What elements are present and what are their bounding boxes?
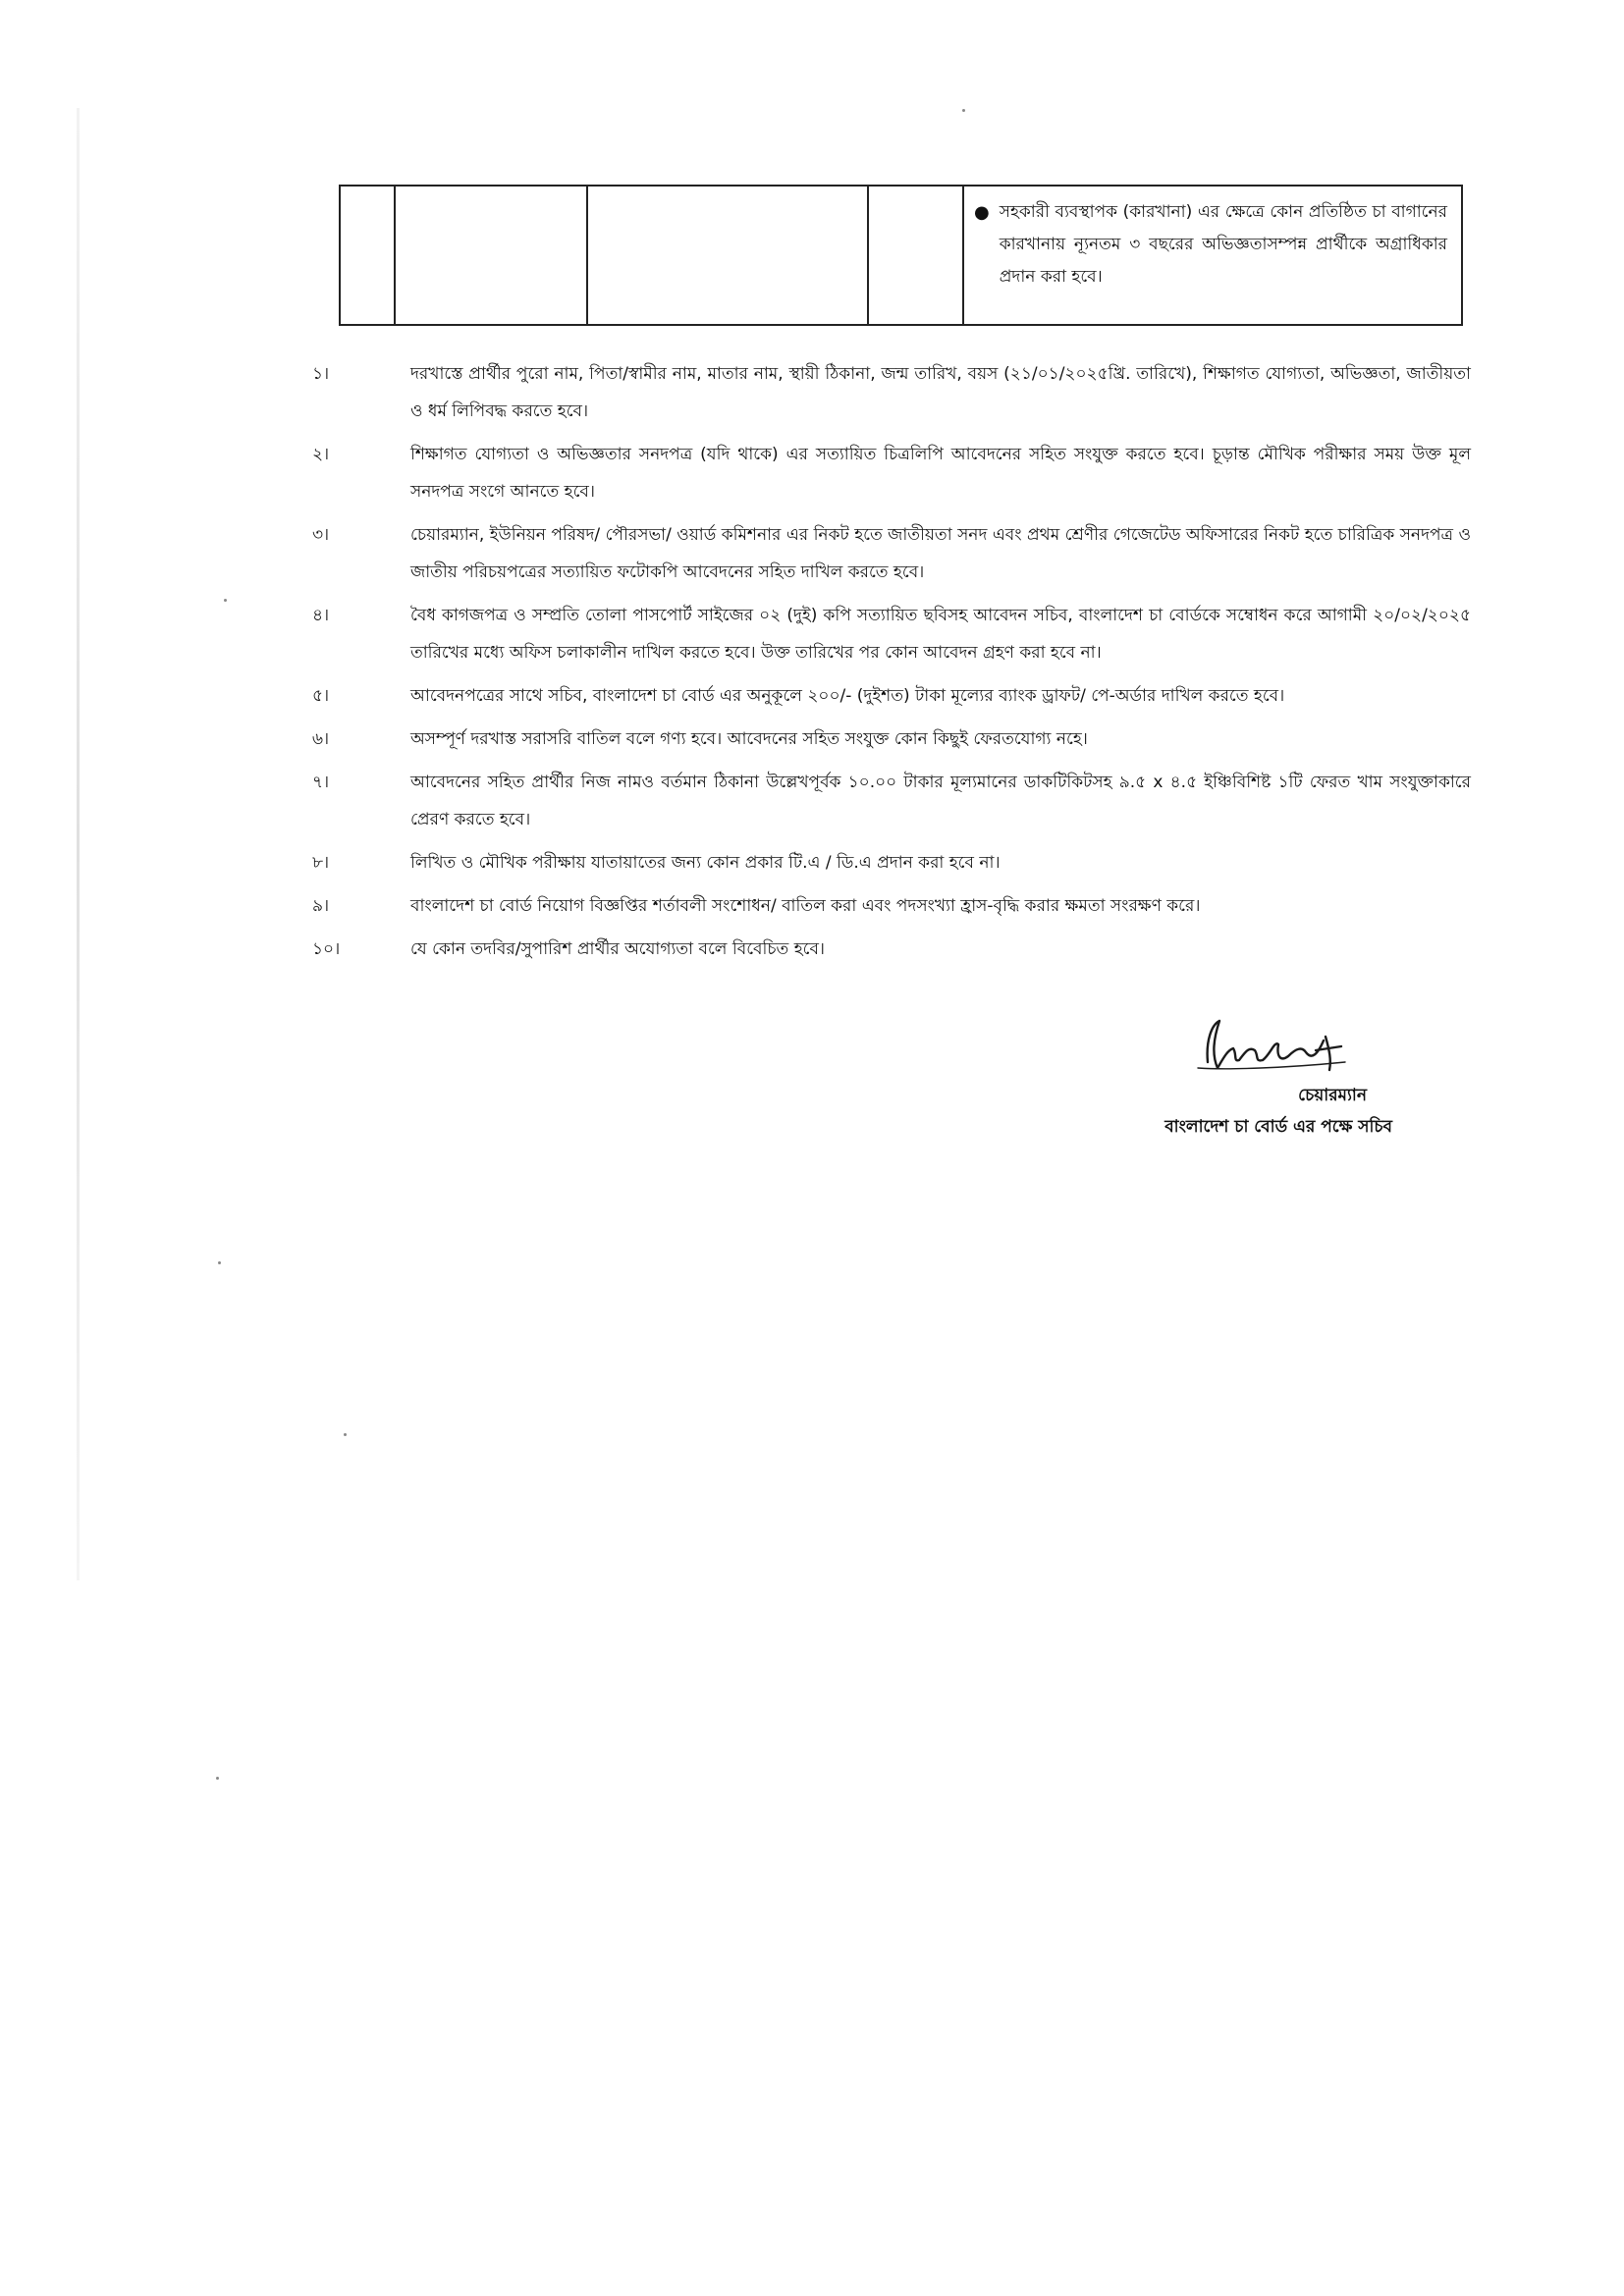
condition-item — [312, 764, 1471, 838]
condition-text: দরখাস্তে প্রার্থীর পুরো নাম, পিতা/স্বামীর নাম, মাতার নাম, স্থায়ী ঠিকানা, জন্ম তারিখ, বয়স (২১/০১/২০২৫খ্রি. তারিখে), শিক্ষাগত যোগ্যতা, অভিজ্ঞতা, জাতীয়তা ও ধর্ম লিপিবদ্ধ করতে হবে। — [410, 364, 1471, 421]
condition-text: লিখিত ও মৌখিক পরীক্ষায় যাতায়াতের জন্য কোন প্রকার টি.এ / ডি.এ প্রদান করা হবে না। — [410, 853, 1001, 873]
scan-speck — [224, 599, 227, 602]
condition-number: ৭। — [312, 773, 330, 792]
condition-text: আবেদনের সহিত প্রার্থীর নিজ নামও বর্তমান ঠিকানা উল্লেখপূর্বক ১০.০০ টাকার মূল্যমানের ডাকটিকিটসহ ৯.৫ x ৪.৫ ইঞ্চিবিশিষ্ট ১টি ফেরত খাম সংযুক্তাকারে প্রেরণ করতে হবে। — [410, 773, 1471, 829]
signature-block — [1070, 1011, 1424, 1143]
condition-item — [312, 436, 1471, 510]
scan-speck — [962, 109, 965, 112]
conditions-list — [312, 355, 1471, 974]
signatory-organization: বাংলাদেশ চা বোর্ড এর পক্ষে সচিব — [1164, 1117, 1392, 1137]
condition-number: ৩। — [312, 525, 330, 545]
condition-text: আবেদনপত্রের সাথে সচিব, বাংলাদেশ চা বোর্ড এর অনুকূলে ২০০/- (দুইশত) টাকা মূল্যের ব্যাংক ড্রাফট/ পে-অর্ডার দাখিল করতে হবে। — [410, 686, 1285, 706]
condition-item — [312, 931, 1471, 968]
condition-item — [312, 887, 1471, 925]
table-cell-grade — [587, 186, 868, 325]
condition-item — [312, 516, 1471, 591]
requirement-text: সহকারী ব্যবস্থাপক (কারখানা) এর ক্ষেত্রে কোন প্রতিষ্ঠিত চা বাগানের কারখানায় ন্যূনতম ৩ বছরের অভিজ্ঞতাসম্পন্ন প্রার্থীকে অগ্রাধিকার প্রদান করা হবে। — [999, 202, 1447, 287]
condition-item — [312, 677, 1471, 715]
condition-number: ১। — [312, 364, 330, 384]
bullet-icon: ● — [974, 202, 990, 223]
condition-number: ১০। — [312, 939, 341, 959]
handwritten-signature — [1168, 1011, 1365, 1080]
scan-speck — [218, 1261, 221, 1264]
condition-text: যে কোন তদবির/সুপারিশ প্রার্থীর অযোগ্যতা বলে বিবেচিত হবে। — [410, 939, 825, 959]
condition-number: ৮। — [312, 853, 330, 873]
scan-speck — [216, 1777, 219, 1780]
condition-number: ৬। — [312, 729, 330, 749]
table-cell-serial — [340, 186, 395, 325]
condition-item — [312, 597, 1471, 671]
scan-speck — [344, 1433, 347, 1436]
condition-item — [312, 355, 1471, 430]
job-requirements-table — [339, 185, 1463, 326]
table-cell-post — [395, 186, 587, 325]
scan-edge-shadow — [77, 108, 80, 1580]
condition-number: ৯। — [312, 896, 330, 916]
requirement-item — [974, 196, 1447, 294]
condition-number: ৪। — [312, 606, 330, 625]
condition-text: শিক্ষাগত যোগ্যতা ও অভিজ্ঞতার সনদপত্র (যদি থাকে) এর সত্যায়িত চিত্রলিপি আবেদনের সহিত সংযুক্ত করতে হবে। চূড়ান্ত মৌখিক পরীক্ষার সময় উক্ত মূল সনদপত্র সংগে আনতে হবে। — [410, 445, 1471, 502]
condition-text: অসম্পূর্ণ দরখাস্ত সরাসরি বাতিল বলে গণ্য হবে। আবেদনের সহিত সংযুক্ত কোন কিছুই ফেরতযোগ্য নহে। — [410, 729, 1088, 749]
table-cell-count — [868, 186, 963, 325]
condition-text: চেয়ারম্যান, ইউনিয়ন পরিষদ/ পৌরসভা/ ওয়ার্ড কমিশনার এর নিকট হতে জাতীয়তা সনদ এবং প্রথম শ্রেণীর গেজেটেড অফিসারের নিকট হতে চারিত্রিক সনদপত্র ও জাতীয় পরিচয়পত্রের সত্যায়িত ফটোকপি আবেদনের সহিত দাখিল করতে হবে। — [410, 525, 1471, 582]
condition-number: ৫। — [312, 686, 330, 706]
condition-text: বৈধ কাগজপত্র ও সম্প্রতি তোলা পাসপোর্ট সাইজের ০২ (দুই) কপি সত্যায়িত ছবিসহ আবেদন সচিব, বাংলাদেশ চা বোর্ডকে সম্বোধন করে আগামী ২০/০২/২০২৫ তারিখের মধ্যে অফিস চলাকালীন দাখিল করতে হবে। উক্ত তারিখের পর কোন আবেদন গ্রহণ করা হবে না। — [410, 606, 1471, 663]
condition-text: বাংলাদেশ চা বোর্ড নিয়োগ বিজ্ঞপ্তির শর্তাবলী সংশোধন/ বাতিল করা এবং পদসংখ্যা হ্রাস-বৃদ্ধি করার ক্ষমতা সংরক্ষণ করে। — [410, 896, 1201, 916]
table-row — [340, 186, 1462, 325]
condition-number: ২। — [312, 445, 330, 464]
condition-item — [312, 721, 1471, 758]
condition-item — [312, 844, 1471, 881]
signatory-title: চেয়ারম্যান — [1298, 1086, 1367, 1105]
table-cell-requirements — [963, 186, 1462, 325]
